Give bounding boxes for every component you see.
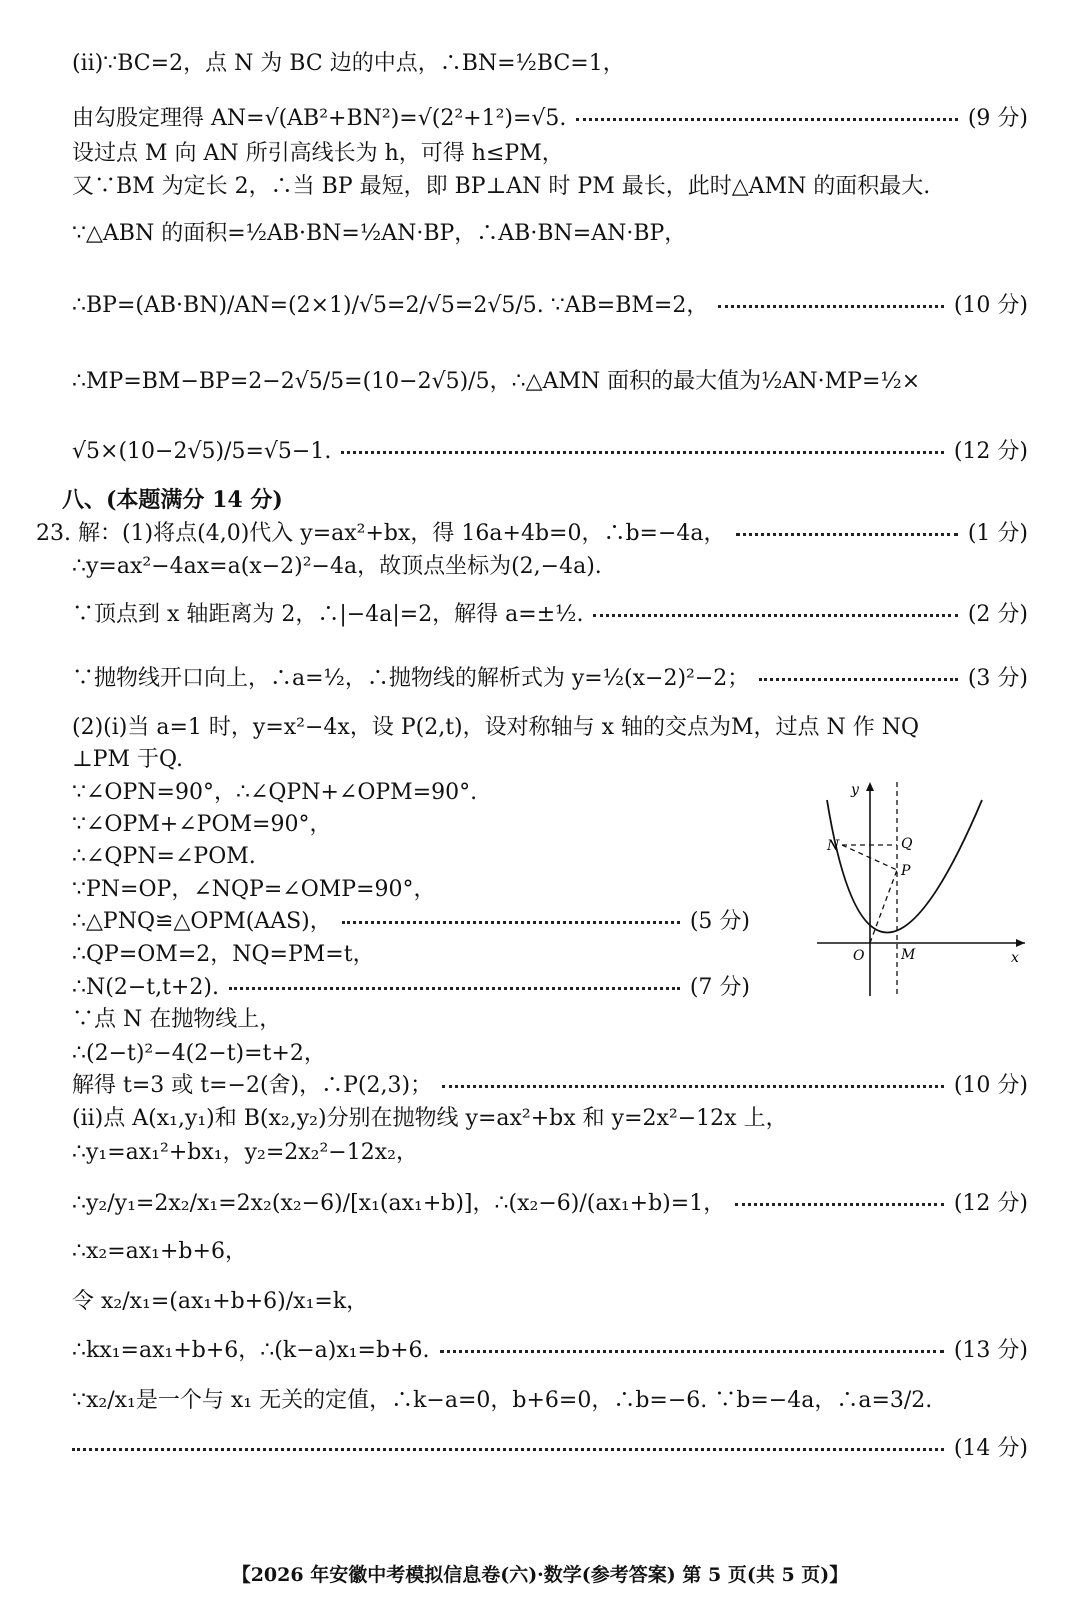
answer-line: ⊥PM 于Q. (72, 747, 183, 772)
answer-line: ∴N(2−t,t+2). (7 分) (72, 975, 750, 1000)
point-m-label: M (901, 947, 916, 963)
dot-leader (735, 1203, 944, 1206)
answer-line: ∴y₁=ax₁²+bx₁，y₂=2x₂²−12x₂， (72, 1140, 418, 1165)
answer-line: ∴BP=(AB·BN)/AN=(2×1)/√5=2/√5=2√5/5. ∵AB=BM=2， (10 分) (72, 293, 1028, 318)
answer-line: 设过点 M 向 AN 所引高线长为 h，可得 h≤PM， (72, 141, 564, 166)
answer-line: ∵PN=OP，∠NQP=∠OMP=90°， (72, 877, 436, 902)
point-q-label: Q (901, 836, 913, 852)
page-footer: 【2026 年安徽中考模拟信息卷(六)·数学(参考答案) 第 5 页(共 5 页)】 (231, 1564, 849, 1586)
answer-line: (ⅱ)点 A(x₁,y₁)和 B(x₂,y₂)分别在抛物线 y=ax²+bx 和 y=2x²−12x 上， (72, 1106, 788, 1131)
x-label: x (1011, 950, 1019, 966)
answer-line: ∵∠OPN=90°，∴∠QPN+∠OPM=90°. (72, 780, 478, 805)
answer-line: ∴y=ax²−4ax=a(x−2)²−4a，故顶点坐标为(2,−4a). (72, 554, 602, 579)
answer-line: ∴y₂/y₁=2x₂/x₁=2x₂(x₂−6)/[x₁(ax₁+b)]，∴(x₂−6)/(ax₁+b)=1， (12 分) (72, 1191, 1028, 1216)
dot-leader (342, 921, 680, 924)
dot-leader (736, 533, 958, 536)
answer-line: ∵△ABN 的面积=½AB·BN=½AN·BP，∴AB·BN=AN·BP， (72, 221, 687, 246)
answer-line: ∴△PNQ≌△OPM(AAS)， (5 分) (72, 909, 750, 934)
score: (10 分) (953, 1073, 1028, 1098)
answer-line: (ⅱ)∵BC=2，点 N 为 BC 边的中点，∴BN=½BC=1， (72, 51, 625, 76)
answer-line: ∴MP=BM−BP=2−2√5/5=(10−2√5)/5，∴△AMN 面积的最大值为½AN·MP=½× (72, 369, 921, 394)
answer-line: 又∵BM 为定长 2，∴当 BP 最短，即 BP⊥AN 时 PM 最长，此时△AMN 的面积最大. (72, 174, 931, 199)
answer-line (72, 1435, 1028, 1463)
dot-leader (229, 987, 680, 990)
score: (10 分) (953, 293, 1028, 318)
score: (3 分) (967, 666, 1028, 691)
score: (7 分) (689, 975, 750, 1000)
answer-line: ∵∠OPM+∠POM=90°， (72, 812, 332, 837)
answer-line: ∵顶点到 x 轴距离为 2，∴|−4a|=2，解得 a=±½. (2 分) (72, 602, 1028, 627)
dot-leader (72, 1448, 944, 1451)
answer-line: 23. 解：(1)将点(4,0)代入 y=ax²+bx，得 16a+4b=0，∴b=−4a， (1 分) (36, 521, 1028, 546)
answer-line: ∴kx₁=ax₁+b+6，∴(k−a)x₁=b+6. (13 分) (72, 1338, 1028, 1363)
answer-line: ∵抛物线开口向上，∴a=½，∴抛物线的解析式为 y=½(x−2)²−2； (3 分) (72, 666, 1028, 691)
answer-line: (2)(ⅰ)当 a=1 时，y=x²−4x，设 P(2,t)，设对称轴与 x 轴的交点为M，过点 N 作 NQ (72, 715, 920, 740)
score: (9 分) (967, 106, 1028, 131)
score: (12 分) (953, 439, 1028, 464)
score: (5 分) (689, 909, 750, 934)
section-heading: 八、(本题满分 14 分) (62, 487, 283, 513)
dot-leader (576, 118, 957, 121)
answer-line: ∵x₂/x₁是一个与 x₁ 无关的定值，∴k−a=0，b+6=0，∴b=−6. ∵b=−4a，∴a=3/2. (72, 1388, 933, 1413)
score: (1 分) (967, 521, 1028, 546)
answer-line: ∴(2−t)²−4(2−t)=t+2， (72, 1041, 326, 1066)
answer-line: ∴QP=OM=2，NQ=PM=t， (72, 942, 375, 967)
answer-line: 解得 t=3 或 t=−2(舍)，∴P(2,3)； (10 分) (72, 1073, 1028, 1098)
dot-leader (759, 678, 958, 681)
point-n-label: N (827, 838, 840, 854)
score: (13 分) (953, 1338, 1028, 1363)
y-axis-arrow (866, 782, 874, 791)
parabola-figure (815, 778, 1030, 1000)
dot-leader (442, 1085, 944, 1088)
x-axis-arrow (1016, 939, 1025, 947)
dot-leader (440, 1350, 944, 1353)
answer-line: ∴∠QPN=∠POM. (72, 844, 256, 869)
dot-leader (593, 614, 957, 617)
dot-leader (341, 451, 944, 454)
point-p-label: P (901, 863, 911, 879)
score: (14 分) (953, 1436, 1028, 1461)
answer-line: √5×(10−2√5)/5=√5−1. (12 分) (72, 439, 1028, 464)
y-label: y (851, 782, 859, 798)
score: (12 分) (953, 1191, 1028, 1216)
answer-line: 令 x₂/x₁=(ax₁+b+6)/x₁=k， (72, 1289, 369, 1314)
answer-line: ∴x₂=ax₁+b+6， (72, 1239, 247, 1264)
answer-line: 由勾股定理得 AN=√(AB²+BN²)=√(2²+1²)=√5. (9 分) (72, 106, 1028, 131)
dot-leader (718, 305, 943, 308)
score: (2 分) (967, 602, 1028, 627)
answer-line: ∵点 N 在抛物线上， (72, 1007, 282, 1032)
point-o-label: O (853, 948, 865, 964)
